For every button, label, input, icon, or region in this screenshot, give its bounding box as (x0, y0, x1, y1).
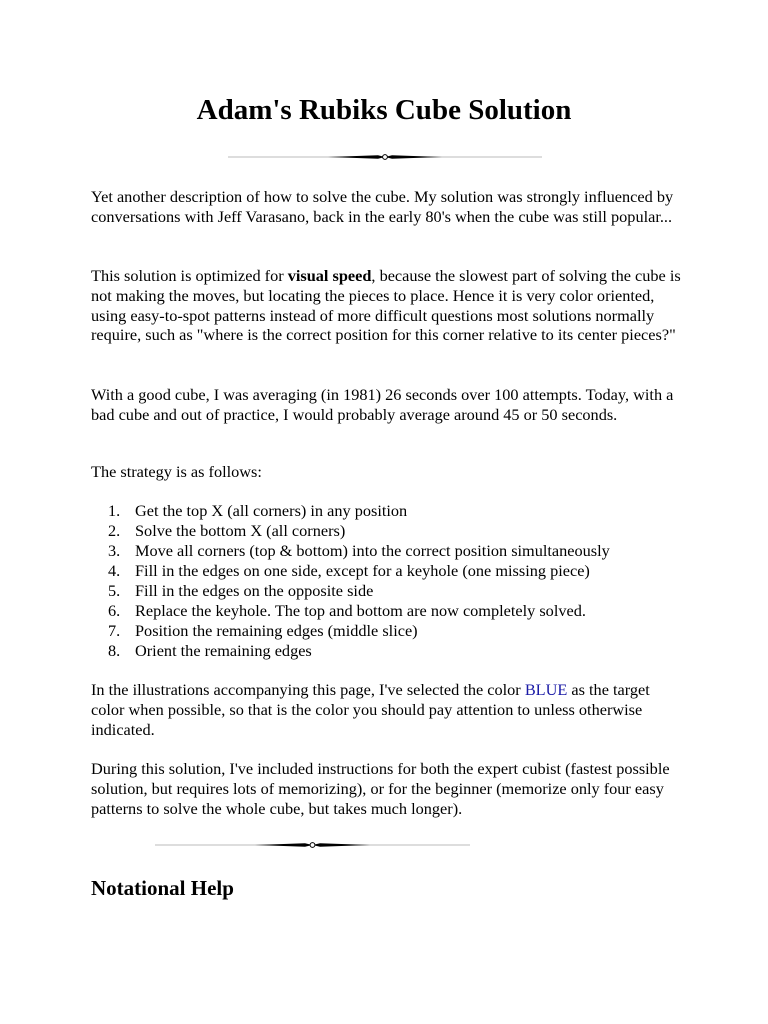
list-number: 6. (108, 601, 121, 620)
list-item (91, 521, 691, 541)
section-heading: Notational Help (91, 876, 234, 900)
list-number: 8. (108, 641, 121, 660)
intro-text: Yet another description of how to solve the cube. My solution was strongly influenced by conversations with Jeff Varasano, back in the early 80's when the cube was still popular... (91, 187, 674, 226)
list-item (91, 601, 691, 621)
list-number: 1. (108, 501, 121, 520)
list-text: Move all corners (top & bottom) into the correct position simultaneously (135, 541, 610, 560)
list-number: 7. (108, 621, 121, 640)
strategy-text: The strategy is as follows: (91, 462, 262, 481)
list-item (91, 581, 691, 601)
ornamental-divider-icon (155, 838, 470, 852)
optimization-text-start: This solution is optimized for (91, 266, 288, 285)
list-number: 5. (108, 581, 121, 600)
averaging-text: With a good cube, I was averaging (in 1981) 26 seconds over 100 attempts. Today, with a bad cube and out of practice, I would probably average around 45 or 50 seconds. (91, 385, 674, 424)
list-text: Fill in the edges on one side, except for a keyhole (one missing piece) (135, 561, 590, 580)
illustrations-text-start: In the illustrations accompanying this page, I've selected the color (91, 680, 525, 699)
list-text: Fill in the edges on the opposite side (135, 581, 374, 600)
list-item (91, 641, 691, 661)
optimization-text-end: , because the slowest part of solving the cube is not making the moves, but locating the pieces to place. Hence it is very color oriented, using easy-to-spot patterns instead of more difficult questions most solutions normally require, such as "where is the correct position for this corner relative to its center pieces?" (91, 266, 681, 345)
list-text: Orient the remaining edges (135, 641, 312, 660)
averaging-paragraph (91, 385, 681, 425)
optimization-text (91, 266, 681, 345)
blue-color-label: BLUE (524, 680, 568, 699)
list-number: 3. (108, 541, 121, 560)
page-title: Adam's Rubiks Cube Solution (196, 94, 572, 126)
list-number: 2. (108, 521, 121, 540)
optimization-paragraph (91, 266, 681, 345)
list-text: Position the remaining edges (middle slice) (135, 621, 418, 640)
illustrations-paragraph (91, 680, 681, 739)
instructions-text: During this solution, I've included instructions for both the expert cubist (fastest possible solution, but requires lots of memorizing), or for the beginner (memorize only four easy patterns to solve the whole cube, but takes much longer). (91, 759, 670, 818)
illustrations-text (91, 680, 681, 739)
list-text: Solve the bottom X (all corners) (135, 521, 346, 540)
instructions-paragraph (91, 759, 681, 818)
list-text: Get the top X (all corners) in any position (135, 501, 408, 520)
illustrations-text-end: as the target color when possible, so that is the color you should pay attention to unless otherwise indicated. (91, 680, 650, 739)
intro-paragraph (91, 187, 681, 227)
strategy-intro-paragraph (91, 462, 681, 482)
list-item (91, 561, 691, 581)
list-text: Replace the keyhole. The top and bottom are now completely solved. (135, 601, 586, 620)
strategy-steps-list (91, 501, 691, 661)
list-number: 4. (108, 561, 121, 580)
ornamental-divider-icon (228, 150, 542, 164)
visual-speed-emphasis: visual speed (287, 266, 372, 285)
list-item (91, 541, 691, 561)
list-item (91, 501, 691, 521)
list-item (91, 621, 691, 641)
